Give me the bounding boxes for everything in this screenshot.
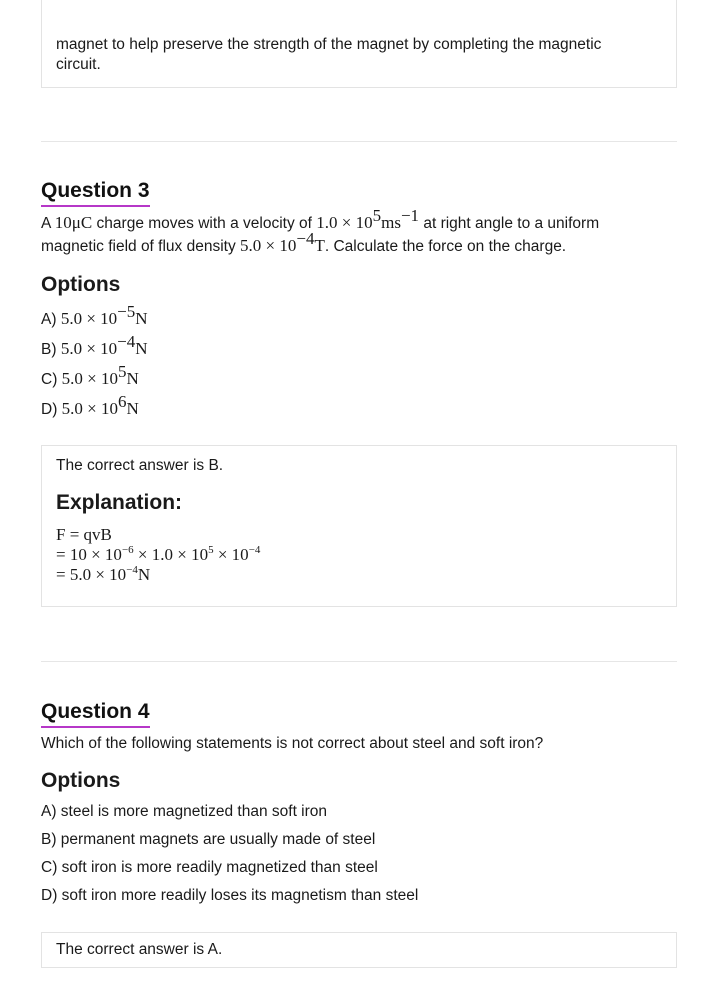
- explanation-line: = $5.0 \times 10^{-4}N$: [56, 564, 151, 584]
- question-4-text: Which of the following statements is not correct about steel and soft iron?: [41, 735, 544, 752]
- option-a[interactable]: A) $5.0 \times 10^{-5}N$: [41, 302, 148, 328]
- option-d[interactable]: D) $5.0 \times 10^6N$: [41, 392, 139, 418]
- section-divider: [41, 141, 677, 142]
- explanation-line: = $10 \times 10^{-6} \times 1.0 \times 10^5 \times 10^{-4}$: [56, 544, 261, 564]
- option-a[interactable]: A) steel is more magnetized than soft iron: [41, 803, 328, 820]
- section-divider: [41, 661, 677, 662]
- previous-explanation-line: magnet to help preserve the strength of the magnet by completing the magnetic: [56, 36, 602, 53]
- question-3-title: Question 3: [41, 179, 150, 207]
- option-c[interactable]: C) soft iron is more readily magnetized than steel: [41, 859, 378, 876]
- correct-answer: The correct answer is A.: [56, 941, 223, 958]
- options-heading: Options: [41, 273, 121, 296]
- explanation-line: F = qvB: [56, 525, 112, 544]
- option-b[interactable]: B) permanent magnets are usually made of steel: [41, 831, 376, 848]
- previous-explanation-line: circuit.: [56, 56, 101, 73]
- correct-answer: The correct answer is B.: [56, 457, 224, 474]
- answer-box: [41, 932, 677, 968]
- options-heading: Options: [41, 769, 121, 792]
- explanation-heading: Explanation:: [56, 491, 183, 514]
- option-c[interactable]: C) $5.0 \times 10^5N$: [41, 362, 139, 388]
- question-4-title: Question 4: [41, 700, 150, 728]
- previous-explanation-box: [41, 0, 677, 88]
- option-d[interactable]: D) soft iron more readily loses its magnetism than steel: [41, 887, 419, 904]
- option-b[interactable]: B) $5.0 \times 10^{-4}N$: [41, 332, 148, 358]
- question-3-text: A 10μC charge moves with a velocity of $1.0 \times 10^5ms^{-1}$ at right angle to a uniform magnetic field of flux density $5.0 \times 10^{-4}T$. Calculate the force on the charge.: [41, 206, 600, 255]
- answer-box: [41, 445, 677, 607]
